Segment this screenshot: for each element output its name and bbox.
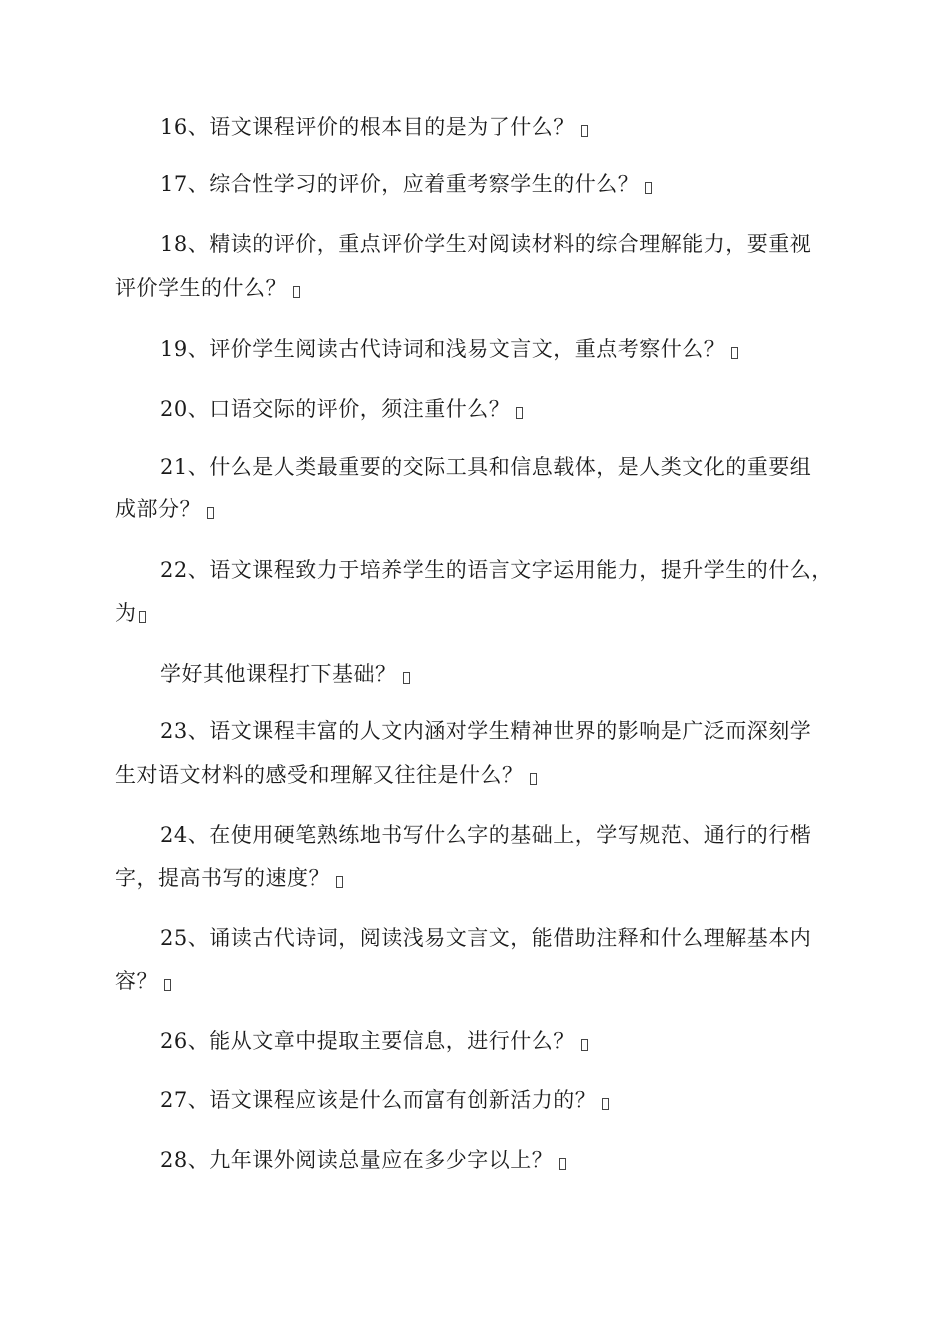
question-line (160, 662, 410, 686)
paragraph-mark-icon (207, 507, 214, 519)
paragraph-mark-icon (516, 407, 523, 419)
question-text: 24、在使用硬笔熟练地书写什么字的基础上，学写规范、通行的行楷 (160, 823, 812, 847)
question-line (115, 969, 171, 993)
question-line (160, 337, 738, 361)
question-line (115, 497, 214, 521)
question-line (115, 601, 146, 625)
question-text: 25、诵读古代诗词，阅读浅易文言文，能借助注释和什么理解基本内 (160, 926, 812, 950)
question-line (160, 1029, 588, 1053)
question-text: 学好其他课程打下基础？ (160, 662, 397, 686)
question-line (160, 1148, 566, 1172)
question-text: 19、评价学生阅读古代诗词和浅易文言文，重点考察什么？ (160, 337, 726, 361)
question-text: 22、语文课程致力于培养学生的语言文字运用能力，提升学生的什么， (160, 558, 833, 582)
question-text: 生对语文材料的感受和理解又往往是什么？ (115, 763, 524, 787)
question-line (160, 172, 652, 196)
question-line (115, 866, 343, 890)
paragraph-mark-icon (293, 286, 300, 298)
question-line (160, 397, 523, 421)
question-text: 16、语文课程评价的根本目的是为了什么？ (160, 115, 575, 139)
paragraph-mark-icon (139, 611, 146, 623)
paragraph-mark-icon (530, 773, 537, 785)
question-line (160, 719, 811, 743)
paragraph-mark-icon (731, 347, 738, 359)
question-line (160, 232, 811, 256)
paragraph-mark-icon (336, 876, 343, 888)
question-text: 字，提高书写的速度？ (115, 866, 330, 890)
question-text: 20、口语交际的评价，须注重什么？ (160, 397, 511, 421)
question-text: 21、什么是人类最重要的交际工具和信息载体，是人类文化的重要组 (160, 455, 812, 479)
question-line (160, 823, 811, 847)
question-line (160, 455, 811, 479)
paragraph-mark-icon (403, 672, 410, 684)
question-text: 17、综合性学习的评价，应着重考察学生的什么？ (160, 172, 640, 196)
paragraph-mark-icon (602, 1098, 609, 1110)
question-text: 28、九年课外阅读总量应在多少字以上？ (160, 1148, 554, 1172)
question-line (160, 115, 588, 139)
question-text: 27、语文课程应该是什么而富有创新活力的？ (160, 1088, 597, 1112)
question-line (115, 763, 537, 787)
question-text: 23、语文课程丰富的人文内涵对学生精神世界的影响是广泛而深刻学 (160, 719, 812, 743)
question-line (160, 1088, 609, 1112)
paragraph-mark-icon (645, 182, 652, 194)
question-line (115, 276, 300, 300)
paragraph-mark-icon (164, 979, 171, 991)
question-text: 为 (115, 601, 137, 625)
question-text: 成部分？ (115, 497, 201, 521)
question-line (160, 926, 811, 950)
question-text: 评价学生的什么？ (115, 276, 287, 300)
question-text: 容？ (115, 969, 158, 993)
paragraph-mark-icon (559, 1158, 566, 1170)
paragraph-mark-icon (581, 125, 588, 137)
paragraph-mark-icon (581, 1039, 588, 1051)
question-text: 18、精读的评价，重点评价学生对阅读材料的综合理解能力，要重视 (160, 232, 812, 256)
question-text: 26、能从文章中提取主要信息，进行什么？ (160, 1029, 575, 1053)
question-line (160, 558, 833, 582)
